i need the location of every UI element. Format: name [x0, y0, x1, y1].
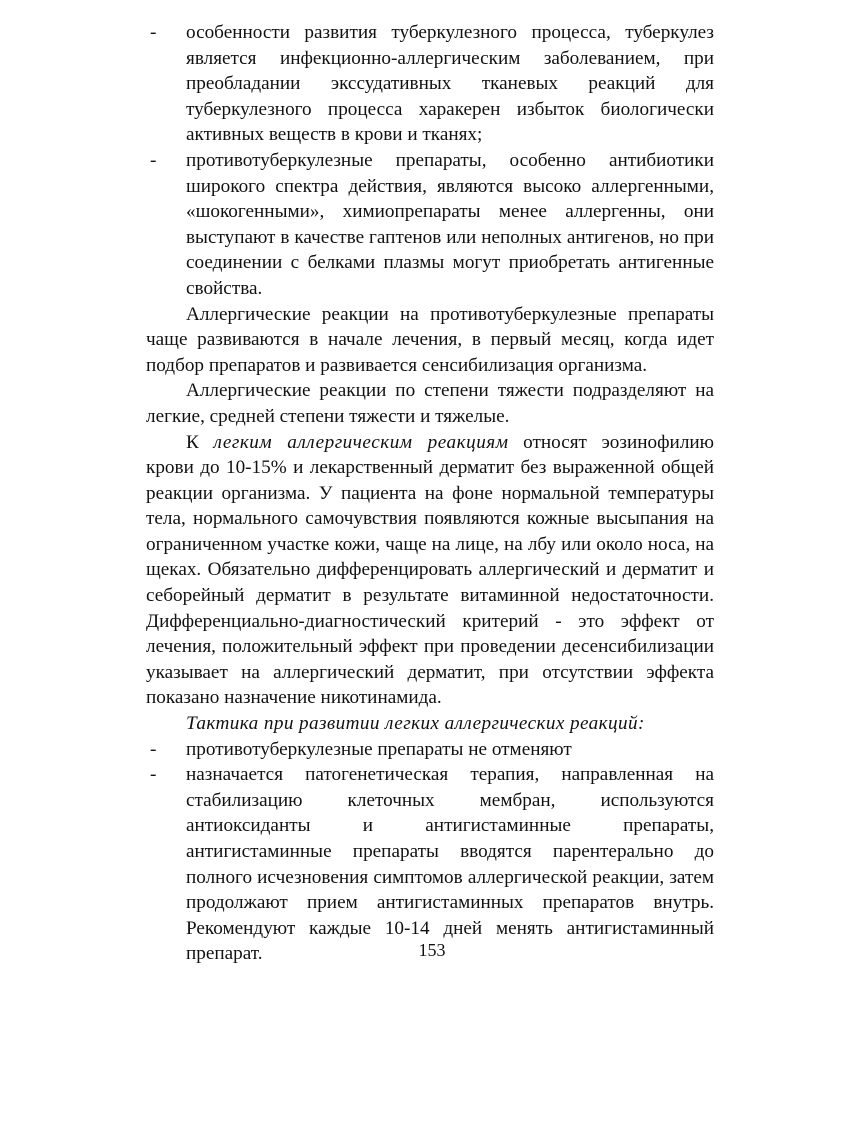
bullet-dash: - [150, 149, 157, 171]
page-number: 153 [418, 940, 446, 960]
bullet-dash: - [150, 738, 157, 760]
list-item-text: назначается патогенетическая терапия, направленная на стабилизацию клеточных мембран, используются антиоксиданты и антигистаминные препараты, антигистаминные препараты вводятся парентерально до полного исчезновения симптомов аллергической реакции, затем продолжают прием антигистаминных препаратов внутрь. Рекомендуют каждые 10-14 дней менять антигистаминный препарат. [186, 764, 714, 965]
paragraph [146, 430, 714, 712]
page-body [146, 20, 714, 967]
list-item [146, 737, 714, 763]
list-item [146, 148, 714, 302]
emphasis-term: легким аллергическим реакциям [213, 431, 509, 453]
paragraph-text: относят эозинофилию крови до 10-15% и лекарственный дерматит без выраженной общей реакции организма. У пациента на фоне нормальной температуры тела, нормального самочувствия появляются кожные высыпания на ограниченном участке кожи, чаще на лице, на лбу или около носа, на щеках. Обязательно дифференцировать аллергический и дерматит и себорейный дерматит в результате витаминной недостаточности. Дифференциально-диагностический критерий - это эффект от лечения, положительный эффект при проведении десенсибилизации указывает на аллергический дерматит, при отсутствии эффекта показано назначение никотинамида. [146, 431, 714, 709]
bullet-dash: - [150, 764, 157, 786]
list-item [146, 20, 714, 148]
paragraph: Аллергические реакции по степени тяжести подразделяют на легкие, средней степени тяжести и тяжелые. [146, 380, 714, 427]
section-heading: Тактика при развитии легких аллергических реакций: [186, 713, 645, 735]
list-item-text: особенности развития туберкулезного процесса, туберкулез является инфекционно-аллергическим заболеванием, при преобладании экссудативных тканевых реакций для туберкулезного процесса харакерен избыток биологически активных веществ в крови и тканях; [186, 22, 714, 146]
list-item-text: противотуберкулезные препараты, особенно антибиотики широкого спектра действия, являются высоко аллергенными, «шокогенными», химиопрепараты менее аллергенны, они выступают в качестве гаптенов или неполных антигенов, но при соединении с белками плазмы могут приобретать антигенные свойства. [186, 149, 714, 299]
list-item [146, 762, 714, 967]
paragraph: Аллергические реакции на противотуберкулезные препараты чаще развиваются в начале лечения, в первый месяц, когда идет подбор препаратов и развивается сенсибилизация организма. [146, 303, 714, 376]
paragraph-prefix: К [186, 431, 214, 453]
list-item-text: противотуберкулезные препараты не отменяют [186, 738, 572, 760]
bullet-dash: - [150, 22, 157, 43]
